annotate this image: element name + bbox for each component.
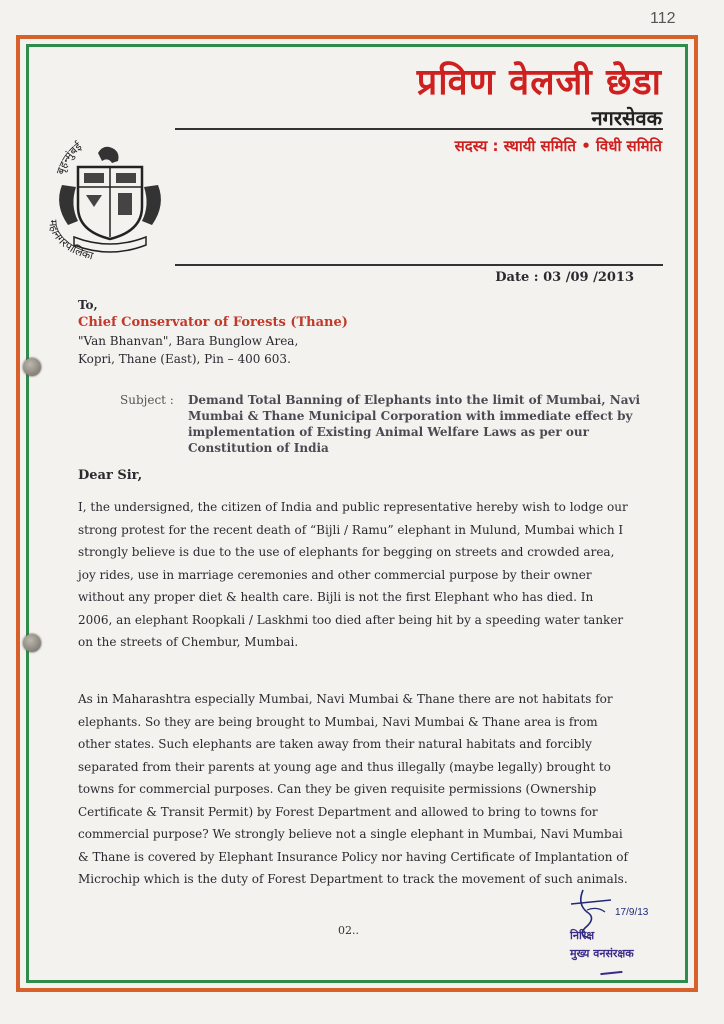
svg-text:बृहन्मुंबई [54,139,85,176]
committee-membership: सदस्य : स्थायी समिति • विधी समिति [454,137,662,155]
recipient-block [78,296,348,368]
recipient-office: Chief Conservator of Forests (Thane) [78,315,348,330]
recipient-address-line1: "Van Bhanvan", Bara Bunglow Area, [78,334,299,348]
subject-text: Demand Total Banning of Elephants into the limit of Mumbai, Navi Mumbai & Thane Municipal Corporation with immediate effect by implementation of Existing Animal Welfare Laws as per our Constitution of India [188,393,640,455]
header-divider-top [175,128,663,130]
punch-hole [23,358,41,376]
receipt-stamp-line2: मुख्य वनसंरक्षक [570,947,634,960]
body-paragraph: As in Maharashtra especially Mumbai, Navi Mumbai & Thane there are not habitats for elephants. So they are being brought to Mumbai, Navi Mumbai & Thane area is from other states. Such elephants are taken away from their natural habitats and forcibly separated from their parents at young age and thus illegally (maybe legally) brought to towns for commercial purposes. Can they be given requisite permissions (Ownership Certificate & Transit Permit) by Forest Department and allowed to bring to towns for commercial purpose? We strongly believe not a single elephant in Mumbai, Navi Mumbai & Thane is covered by Elephant Insurance Policy nor having Certificate of Implantation of Microchip which is the duty of Forest Department to track the movement of such animals. [78,692,628,886]
recipient-to: To, [78,298,98,312]
receipt-stamp-line1: निरिक्ष [570,929,595,942]
header-divider-bottom [175,264,663,266]
page-continuation: 02.. [338,924,359,937]
page-number: 112 [650,10,676,27]
subject-label: Subject : [120,393,174,407]
salutation: Dear Sir, [78,468,143,483]
emblem-top-text: बृहन्मुंबई [53,139,85,177]
councillor-name: प्रविण वेलजी छेडा [416,62,662,103]
punch-hole [23,634,41,652]
emblem-bottom-text: महानगरपालिका [46,219,95,263]
councillor-role: नगरसेवक [591,106,662,130]
handwritten-date: 17/9/13 [615,907,649,918]
subject-block [120,392,640,456]
recipient-address-line2: Kopri, Thane (East), Pin – 400 603. [78,352,291,366]
letter-date: Date : 03 /09 /2013 [495,270,634,285]
body-paragraph: I, the undersigned, the citizen of India and public representative hereby wish to lodge our strong protest for the recent death of “Bijli / Ramu” elephant in Mulund, Mumbai which I strongly believe is due to the use of elephants for begging on streets and crowded area, joy rides, use in marriage ceremonies and other commercial purpose by their owner without any proper diet & health care. Bijli is not the first Elephant who has died. In 2006, an elephant Roopkali / Laskhmi too died after being hit by a speeding water tanker on the streets of Chembur, Mumbai. [78,500,628,649]
municipal-emblem-icon [40,125,180,265]
